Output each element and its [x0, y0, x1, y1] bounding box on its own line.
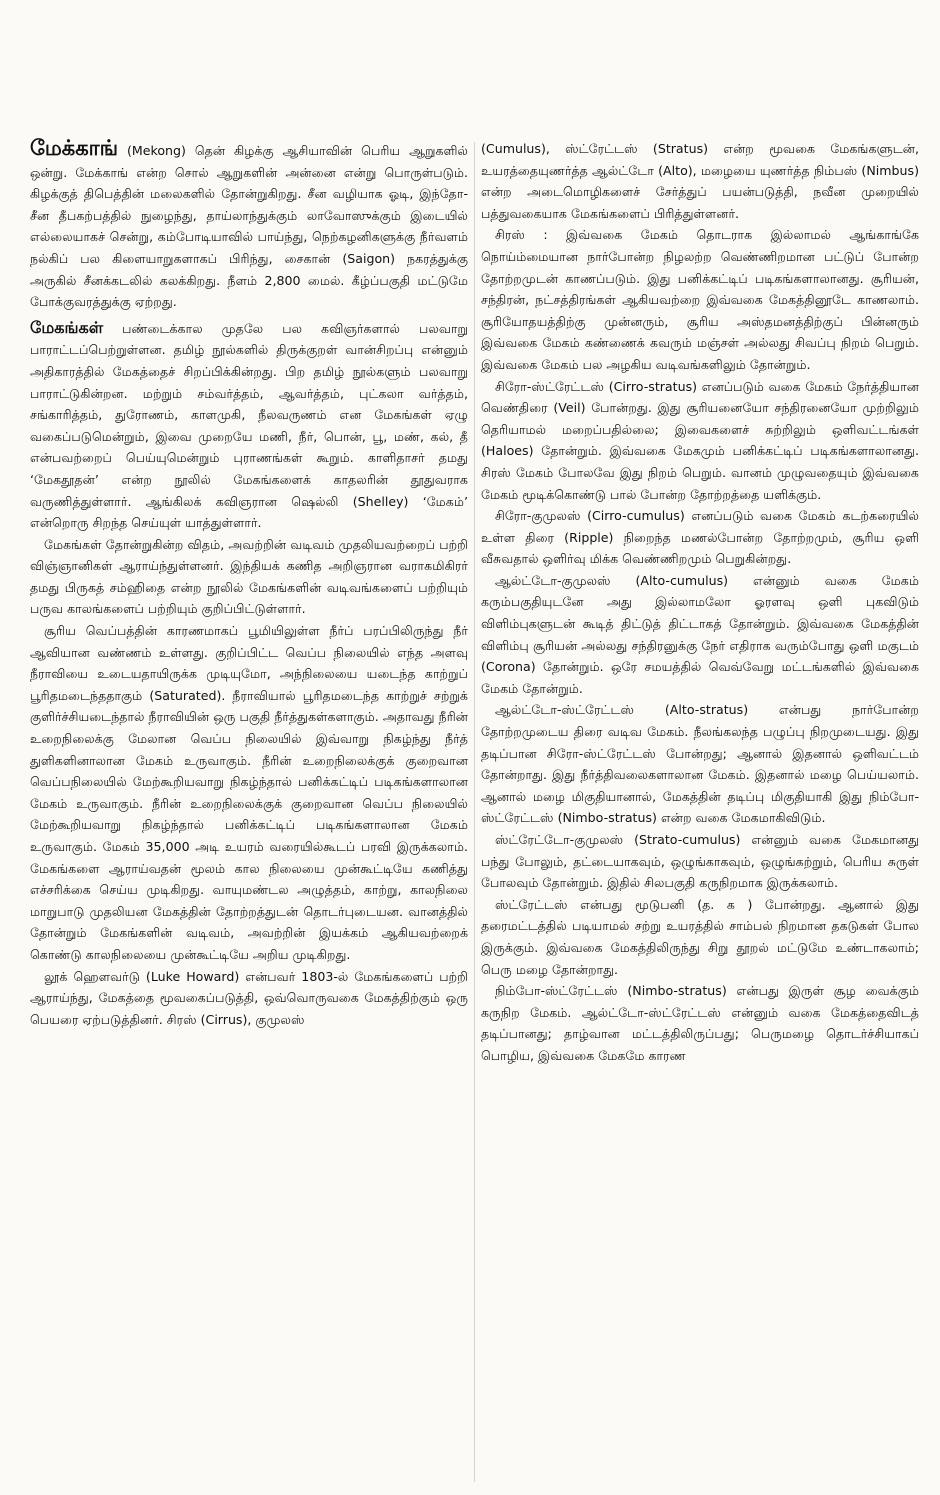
paragraph: மேகங்கள் தோன்றுகின்ற விதம், அவற்றின் வடிவம் முதலியவற்றைப் பற்றி விஞ்ஞானிகள் ஆராய்ந்துள்ளனர். இந்தியக் கணித அறிஞரான வராகமிகிரர் தமது பிருகத் சம்ஹிதை என்ற நூலில் மேகங்களின் வடிவங்களைப் பற்றியும் பருவ காலங்களைப் பற்றியும் குறிப்பிட்டுள்ளார்.: [30, 536, 468, 617]
paragraph: (Cumulus), ஸ்ட்ரேட்டஸ் (Stratus) என்ற மூவகை மேகங்களுடன், உயரத்தையுணர்த்த ஆல்ட்டோ (Alto), மழையை யுணர்த்த நிம்பஸ் (Nimbus) என்ற அடைமொழிகளைச் சேர்த்துப் பயன்படுத்தி, நவீன முறையில் பத்துவகையாக மேகங்களைப் பிரித்துள்ளனர்.: [481, 141, 919, 221]
entry-body-mekong: (Mekong) தென் கிழக்கு ஆசியாவின் பெரிய ஆறுகளில் ஒன்று. மேக்காங் என்ற சொல் ஆறுகளின் அன்னை என்று பொருள்படும். கிழக்குத் திபெத்தின் மலைகளில் தோன்றுகிறது. சீன வழியாக ஓடி, இந்தோ-சீன தீபகற்பத்தில் நுழைந்து, தாய்லாந்துக்கும் லாவோஸுக்கும் இடையில் எல்லையாகச் சென்று, கம்போடியாவில் பாய்ந்து, நெற்கழனிகளுக்கு நீர்வளம் நல்கிப் பல கிளையாறுகளாகப் பிரிந்து, சைகான் (Saigon) நகரத்துக்கு அருகில் சீனக்கடலில் கலக்கிறது. நீளம் 2,800 மைல். கீழ்ப்பகுதி மட்டுமே போக்குவரத்துக்கு ஏற்றது.: [30, 143, 468, 310]
left-column: [30, 138, 468, 1488]
entry-mekong: [30, 138, 468, 313]
paragraph-nimbo-stratus: நிம்போ-ஸ்ட்ரேட்டஸ் (Nimbo-stratus) என்பது இருள் சூழ வைக்கும் கருநிற மேகம். ஆல்ட்டோ-ஸ்ட்ரேட்டஸ் என்னும் வகை மேகத்தைவிடத் தடிப்பானது; தாழ்வான மட்டத்திலிருப்பது; பெருமழை தொடர்ச்சியாகப் பொழிய, இவ்வகை மேகமே காரண: [481, 983, 919, 1063]
paragraph-alto-stratus: ஆல்ட்டோ-ஸ்ட்ரேட்டஸ் (Alto-stratus) என்பது நார்போன்ற தோற்றமுடைய திரை வடிவ மேகம். நீலங்கலந்த பழுப்பு நிறமுடையது. இது தடிப்பான சிரோ-ஸ்ட்ரேட்டஸ் போன்றது; ஆனால் இதனால் ஒளிவட்டம் தோன்றாது. இது நீர்த்திவலைகளாலான மேகம். இதனால் மழை பெய்யலாம். ஆனால் மழை மிகுதியானால், மேகத்தின் தடிப்பு மிகுதியாகி இது நிம்போ-ஸ்ட்ரேட்டஸ் (Nimbo-stratus) என்ற வகை மேகமாகிவிடும்.: [481, 702, 919, 826]
paragraph-stratus: ஸ்ட்ரேட்டஸ் என்பது மூடுபனி (த. க ) போன்றது. ஆனால் இது தரைமட்டத்தில் படியாமல் சற்று உயரத்தில் சாம்பல் நிறமான தகடுகள் போல இருக்கும். இவ்வகை மேகத்திலிருந்து சிறு தூறல் மட்டுமே உண்டாகலாம்; பெரு மழை தோன்றாது.: [481, 896, 919, 977]
column-divider: [474, 142, 475, 1482]
paragraph-cirro-cumulus: சிரோ-குமுலஸ் (Cirro-cumulus) எனப்படும் வகை மேகம் கடற்கரையில் உள்ள திரை (Ripple) நிறைந்த மணல்போன்ற தோற்றமும், சூரிய ஒளி வீசுவதால் ஒளிர்வு மிக்க வெண்ணிறமும் பெறுகின்றது.: [481, 508, 919, 567]
paragraph-strato-cumulus: ஸ்ட்ரேட்டோ-குமுலஸ் (Strato-cumulus) என்னும் வகை மேகமானது பந்து போலும், தட்டையாகவும், ஒழுங்காகவும், ஒழுங்கற்றும், பெரிய சுருள் போலவும் தோன்றும். இதில் சிலபகுதி கருநிறமாக இருக்கலாம்.: [481, 832, 919, 891]
paragraph-cirrus: சிரஸ் : இவ்வகை மேகம் தொடராக இல்லாமல் ஆங்காங்கே நொய்ம்மையான நார்போன்ற நிழலற்ற வெண்ணிறமான பட்டுப் போன்ற தோற்றமுடன் காணப்படும். இது பனிக்கட்டிப் படிகங்களாலானது. சூரியன், சந்திரன், நட்சத்திரங்கள் ஆகியவற்றை இவ்வகை மேகத்தினூடே காணலாம். சூரியோதயத்திற்கு முன்னரும், சூரிய அஸ்தமனத்திற்குப் பின்னரும் இவ்வகை மேகம் கண்ணைக் கவரும் மஞ்சள் அல்லது சிவப்பு நிறம் பெறும். இவ்வகை மேகம் பல அழகிய வடிவங்களிலும் தோன்றும்.: [481, 227, 919, 372]
entry-heading-clouds: மேகங்கள்: [30, 317, 104, 337]
entry-body-clouds: பண்டைக்கால முதலே பல கவிஞர்களால் பலவாறு பாராட்டப்பெற்றுள்ளன. தமிழ் நூல்களில் திருக்குறள் வான்சிறப்பு என்னும் அதிகாரத்தில் மேகத்தைச் சிறப்பிக்கின்றது. பிற தமிழ் நூல்களும் பலவாறு பாராட்டுகின்றன. மற்றும் சம்வர்த்தம், ஆவர்த்தம், புட்கலா வர்த்தம், சங்காரித்தம், துரோணம், காளமுகி, நீலவருணம் என மேகங்கள் ஏழு வகைப்படுமென்றும், இவை முறையே மணி, நீர், பொன், பூ, மண், கல், தீ என்பவற்றைப் பெய்யுமென்றும் புராணங்கள் கூறும். காளிதாசர் தமது ‘மேகதூதன்’ என்ற நூலில் மேகங்களைக் காதலரின் தூதுவராக வருணித்துள்ளார். ஆங்கிலக் கவிஞரான ஷெல்லி (Shelley) ‘மேகம்’ என்றொரு சிறந்த செய்யுள் யாத்துள்ளார்.: [30, 320, 468, 531]
paragraph-alto-cumulus: ஆல்ட்டோ-குமுலஸ் (Alto-cumulus) என்னும் வகை மேகம் கரும்பகுதியுடனே அது இல்லாமலோ ஓரளவு ஒளி புகவிடும் விளிம்புகளுடன் கூடித் திட்டுத் திட்டாகத் தோன்றும். இவ்வகை மேகத்தின் விளிம்பு சூரியன் அல்லது சந்திரனுக்கு நேர் எதிராக வரும்போது ஒளி மகுடம் (Corona) தோன்றும். ஒரே சமயத்தில் வெவ்வேறு மட்டங்களில் இவ்வகை மேகம் தோன்றும்.: [481, 572, 919, 696]
right-column: [481, 138, 919, 1488]
paragraph-cirro-stratus: சிரோ-ஸ்ட்ரேட்டஸ் (Cirro-stratus) எனப்படும் வகை மேகம் நேர்த்தியான வெண்திரை (Veil) போன்றது. இது சூரியனையோ சந்திரனையோ முற்றிலும் தெரியாமல் மறைப்பதில்லை; இவைகளைச் சுற்றிலும் ஒளிவட்டங்கள் (Haloes) தோன்றும். இவ்வகை மேகமும் பனிக்கட்டிப் படிகங்களாலானது. சிரஸ் மேகம் போலவே இது நிறம் பெறும். வானம் முழுவதையும் இவ்வகை மேகம் மூடிக்கொண்டு பால் போன்ற தோற்றத்தை யளிக்கும்.: [481, 378, 919, 502]
paragraph: லூக் ஹௌவர்டு (Luke Howard) என்பவர் 1803-ல் மேகங்களைப் பற்றி ஆராய்ந்து, மேகத்தை மூவகைப்படுத்தி, ஒவ்வொருவகை மேகத்திற்கும் ஒரு பெயரை ஏற்படுத்தினர். சிரஸ் (Cirrus), குமுலஸ்: [30, 968, 468, 1027]
paragraph: சூரிய வெப்பத்தின் காரணமாகப் பூமியிலுள்ள நீர்ப் பரப்பிலிருந்து நீர் ஆவியான வண்ணம் உள்ளது. குறிப்பிட்ட வெப்ப நிலையில் எந்த அளவு நீராவியை உடையதாயிருக்க முடியுமோ, அந்நிலையை யடைந்த காற்றுப் பூரிதமடைந்ததாகும் (Saturated). நீராவியால் பூரிதமடைந்த காற்றுச் சற்றுக் குளிர்ச்சியடைந்தால் நீராவியின் ஒரு பகுதி நீர்த்துகள்களாகும். அதாவது நீரின் உறைநிலைக்கு மேலான வெப்ப நிலையில் இவ்வாறு நிகழ்ந்து நீர்த் துளிகளினாலான மேகம் உருவாகும். நீரின் உறைநிலைக்குக் குறைவான வெப்பநிலையில் மேற்கூறியவாறு நிகழ்ந்தால் பனிக்கட்டிப் படிகங்களாலான மேகம் உருவாகும். நீரின் உறைநிலைக்குக் குறைவான வெப்ப நிலையில் மேற்கூறியவாறு நிகழ்ந்தால் பனிக்கட்டிப் படிகங்களாலான மேகம் உருவாகும். மேகம் 35,000 அடி உயரம் வரையில்கூடப் பரவி இருக்கலாம். மேகங்களை ஆராய்வதன் மூலம் கால நிலையை முன்கூட்டியே கணித்து எச்சரிக்கை செய்ய முடிகிறது. வாயுமண்டல அழுத்தம், காற்று, காலநிலை மாறுபாடு முதலியன மேகத்தின் தோற்றத்துடன் தொடர்புடையன. வானத்தில் தோன்றும் மேகங்களின் வடிவம், அவற்றின் இயக்கம் ஆகியவற்றைக் கொண்டு காலநிலையை முன்கூட்டியே அறிய முடிகிறது.: [30, 623, 468, 962]
entry-heading-mekong: மேக்காங்: [30, 138, 119, 160]
entry-clouds: [30, 317, 468, 534]
